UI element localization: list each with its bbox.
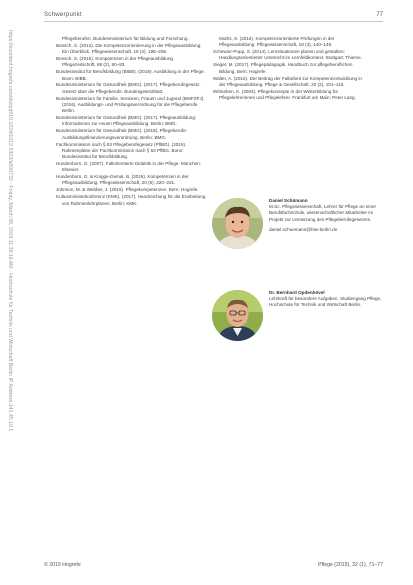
author-name: Dr. Bernhard Opdenhövel	[269, 290, 325, 295]
header-rule	[44, 21, 383, 22]
author-info	[269, 290, 386, 309]
author-email: daniel.schuemann@htw-berlin.de	[269, 226, 338, 232]
footer-copyright: © 2019 Hogrefe	[44, 562, 81, 568]
running-head-section: Schwerpunkt	[44, 12, 82, 18]
author-photo	[212, 198, 263, 249]
reference-entry: Kultusministerkonferenz (KMK). (2017). Handreichung für die Erarbeitung von Rahmenlehrplänen. Berlin: KMK.	[56, 194, 206, 206]
reference-entry: Hundenborn, G. & Knigge-Demal, B. (2018). Kompetenzen in der Pflegeausbildung. Pflegewissenschaft, 20 (5), 220–231.	[56, 174, 189, 186]
reference-entry: Bundesministerium für Familie, Senioren, Frauen und Jugend (BMFSFJ). (2016). Ausbildungs- und Prüfungsverordnung für die Pflegeberufe. Berlin.	[56, 95, 205, 114]
reference-entry: Bensch, S. (2013). Die Kompetenzorientierung in der Pflegeausbildung: Ein Überblick. Pflegewissenschaft, 15 (4), 196–205.	[56, 42, 202, 55]
footer-citation: Pflege (2019), 32 (1), 71–77	[318, 562, 383, 568]
author-details: M.Sc. Pflegewissenschaft, Lehrer für Pflege an einer Berufsfachschule, wissenschaftlicher Mitarbeiter im Projekt zur Umsetzung des Pflegeberufegesetzes.	[269, 204, 376, 222]
download-watermark-text: https://econtent.hogrefe.com/doi/pdf/10.1024/1012-5302/a000732 - Friday, March 08, 2019 11:39:18 AM - Hochschule für Technik und Wirtschaft Berlin IP Address:141.45.10.1	[7, 30, 13, 432]
author-portrait-image	[212, 290, 263, 341]
reference-entry: Johnson, M. & Webber, J. (2015). Pflegekompetenzen. Bern: Hogrefe.	[56, 187, 199, 193]
reference-entry: Sieger, M. (2017). Pflegepädagogik. Handbuch zur pflegeberuflichen Bildung. Bern: Hogrefe.	[213, 62, 353, 74]
reference-entry: Muths, S. (2016). Kompetenzorientierte Prüfungen in der Pflegeausbildung. Pflegewissenschaft, 18 (3), 140–149.	[219, 36, 335, 48]
reference-entry: Hundenborn, G. (2007). Fallorientierte Didaktik in der Pflege. München: Elsevier.	[56, 160, 202, 173]
references-left-column	[56, 36, 208, 207]
author-block	[212, 198, 392, 268]
reference-entry: Bundesministerium für Gesundheit (BMG). (2017). Pflegeberufegesetz. Gesetz über die Pflegeberufe. Bundesgesetzblatt.	[56, 82, 201, 94]
author-info	[269, 198, 386, 233]
reference-entry: Schewior-Popp, S. (2014). Lernsituationen planen und gestalten: Handlungsorientierter Unterricht im Lernfeldkontext. Stuttgart: Thieme.	[213, 49, 362, 61]
reference-entry: Wittneben, K. (2003). Pflegekonzepte in der Weiterbildung für Pflegelehrerinnen und Pflegelehrer. Frankfurt am Main: Peter Lang.	[213, 88, 356, 101]
reference-entry: Bundesministerium für Gesundheit (BMG). (2017). Pflegeausbildung: Informationen zur neuen Pflegeausbildung. Berlin: BMG.	[56, 115, 197, 127]
page-number: 77	[376, 12, 383, 18]
reference-entry: Bensch, S. (2015). Kompetenzen in der Pflegeausbildung. Pflegezeitschrift, 68 (2), 80–83.	[56, 56, 175, 68]
references-right-column	[213, 36, 365, 102]
author-block	[212, 290, 392, 360]
reference-entry: Fachkommission nach § 53 Pflegeberufegesetz (PflBG). (2019). Rahmenpläne der Fachkommission nach § 53 PflBG. Bonn: Bundesinstitut für Berufsbildung.	[56, 141, 187, 160]
author-photo	[212, 290, 263, 341]
download-watermark-sidebar	[4, 30, 14, 578]
reference-entry: Bundesinstitut für Berufsbildung (BIBB). (2018). Ausbildung in der Pflege. Bonn: BIBB.	[56, 69, 205, 81]
reference-entry: Walter, A. (2015). Der Beitrag der Fallarbeit zur Kompetenzentwicklung in der Pflegeausbildung. Pflege & Gesellschaft, 20 (2), 101–115.	[213, 75, 362, 87]
reference-entry: Bundesministerium für Gesundheit (BMG). (2018). Pflegeberufe-Ausbildungsfinanzierungsverordnung. Berlin: BMG.	[56, 128, 188, 140]
author-details: Lehrkraft für besondere Aufgaben, Studiengang Pflege, Hochschule für Technik und Wirtschaft Berlin.	[269, 296, 382, 308]
author-portrait-image	[212, 198, 263, 249]
reference-entry: Pflegeberufen. Bundesministerium für Bildung und Forschung.	[62, 36, 189, 41]
author-name: Daniel Schümann	[269, 198, 308, 203]
